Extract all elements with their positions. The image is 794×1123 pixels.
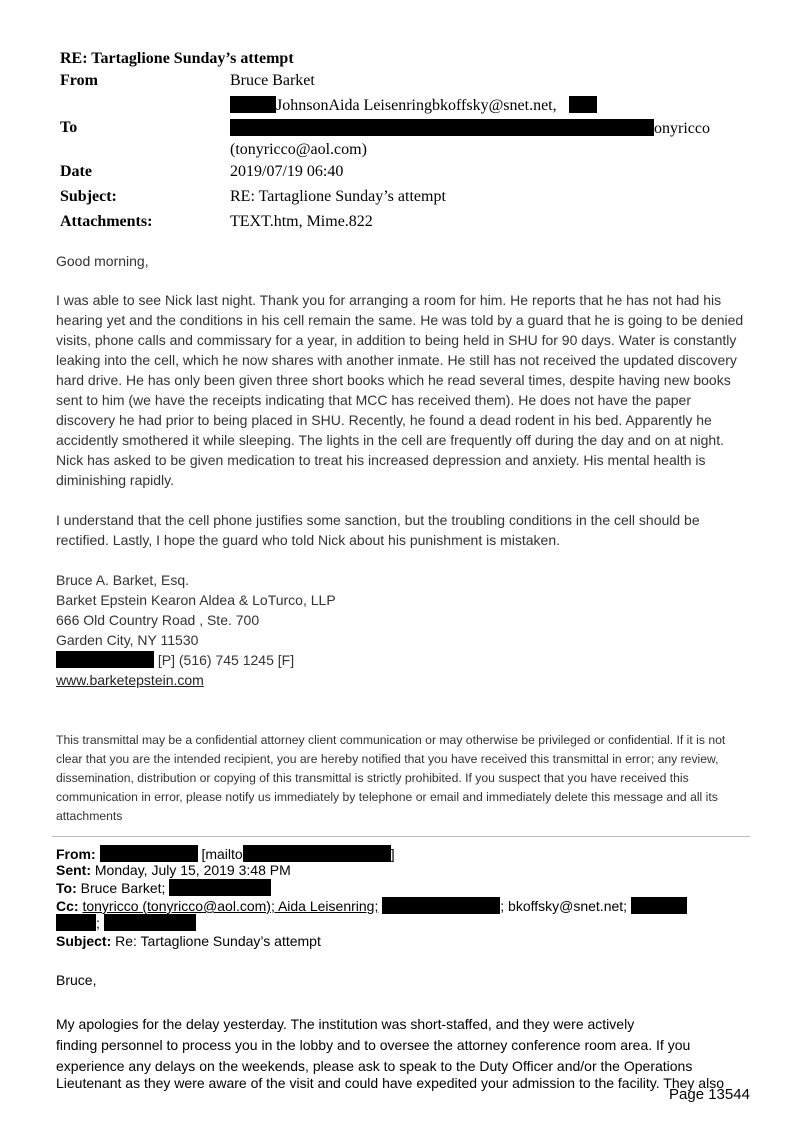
to-recipients-suffix: onyricco bbox=[654, 120, 710, 137]
forwarded-cc-cont: ; bbox=[96, 915, 100, 931]
to-recipients-line-3: (tonyricco@aol.com) bbox=[230, 141, 367, 158]
redaction-box bbox=[104, 914, 196, 931]
forwarded-subject-label: Subject: bbox=[56, 933, 112, 949]
forwarded-to-label: To: bbox=[56, 880, 77, 896]
signature-name: Bruce A. Barket, Esq. bbox=[56, 572, 190, 588]
signature-phone-text: [P] (516) 745 1245 [F] bbox=[157, 652, 295, 668]
message-paragraph-1: I was able to see Nick last night. Thank you for arranging a room for him. He reports that he has not had his hearing yet and the conditions in his cell remain the same. He was told by a guard that he is going to be denied visits, phone calls and commissary for a year, in addition to being held in SHU for 90 days. Water is constantly leaking into the cell, which he now shares with another inmate. He still has not received the updated discovery hard drive. He has only been given three short books which he read several times, despite having new books sent to him (we have the receipts indicating that MCC has received them). He does not have the paper discovery he had prior to being placed in SHU. Recently, he found a dead rodent in his bed. Apparently he accidently smothered it while sleeping. The lights in the cell are frequently off during the day and on at night. Nick has asked to be given medication to treat his increased depression and anxiety. His mental health is diminishing rapidly. bbox=[56, 292, 744, 488]
subject-value: RE: Tartaglione Sunday’s attempt bbox=[230, 188, 446, 205]
redaction-box bbox=[169, 879, 271, 896]
reply-line-1: My apologies for the delay yesterday. The institution was short-staffed, and they were actively bbox=[56, 1016, 635, 1032]
redaction-box bbox=[569, 96, 597, 113]
redaction-box bbox=[382, 897, 500, 914]
email-title: RE: Tartaglione Sunday’s attempt bbox=[60, 50, 294, 67]
from-label: From bbox=[60, 72, 98, 89]
to-recipients-line-1 bbox=[230, 96, 597, 115]
signature-phone bbox=[56, 650, 336, 670]
from-value: Bruce Barket bbox=[230, 72, 315, 89]
forwarded-from-label: From: bbox=[56, 846, 96, 862]
forwarded-to-row bbox=[56, 879, 271, 897]
to-recipients-text: JohnsonAida Leisenringbkoffsky@snet.net, bbox=[276, 97, 557, 114]
redaction-box bbox=[56, 651, 154, 668]
message-paragraph-2: I understand that the cell phone justifies some sanction, but the troubling conditions in the cell should be rectified. Lastly, I hope the guard who told Nick about his punishment is mistaken. bbox=[56, 512, 700, 548]
redaction-box bbox=[631, 897, 687, 914]
confidentiality-disclaimer: This transmittal may be a confidential attorney client communication or may otherwise be privileged or confidential. If it is not clear that you are the intended recipient, you are hereby notified that you have received this transmittal in error; any review, dissemination, distribution or copying of this transmittal is strictly prohibited. If you suspect that you have received this communication in error, please notify us immediately by telephone or email and immediately delete this message and all its attachments bbox=[56, 733, 726, 823]
forwarded-from-row bbox=[56, 845, 395, 863]
forwarded-cc-part-1[interactable]: tonyricco (tonyricco@aol.com); Aida Leisenring; bbox=[82, 898, 379, 914]
date-value: 2019/07/19 06:40 bbox=[230, 163, 344, 180]
website-link[interactable]: www.barketepstein.com bbox=[56, 672, 204, 688]
forwarded-to-value: Bruce Barket; bbox=[80, 880, 166, 896]
redaction-box bbox=[230, 96, 276, 113]
forwarded-cc-continuation bbox=[56, 914, 196, 932]
reply-line-2: finding personnel to process you in the lobby and to oversee the attorney conference room area. If you bbox=[56, 1037, 691, 1053]
forwarded-subject-value: Re: Tartaglione Sunday’s attempt bbox=[115, 933, 321, 949]
message-divider bbox=[52, 836, 750, 837]
forwarded-mailto-suffix: ] bbox=[390, 846, 395, 862]
page-number: Page 13544 bbox=[669, 1086, 750, 1103]
attachments-label: Attachments: bbox=[60, 213, 153, 230]
forwarded-sent-label: Sent: bbox=[56, 862, 91, 878]
date-label: Date bbox=[60, 163, 92, 180]
redaction-box bbox=[56, 914, 96, 931]
forwarded-subject-row bbox=[56, 933, 321, 950]
subject-label: Subject: bbox=[60, 188, 117, 205]
reply-line-clipped bbox=[56, 1075, 756, 1092]
forwarded-sent-row bbox=[56, 862, 291, 879]
forwarded-cc-row bbox=[56, 897, 687, 915]
to-recipients-line-2 bbox=[230, 119, 710, 138]
reply-body bbox=[56, 1014, 756, 1077]
redaction-box bbox=[230, 119, 654, 136]
signature-block bbox=[56, 570, 336, 690]
forwarded-mailto-prefix: [mailto bbox=[201, 846, 243, 862]
to-label: To bbox=[60, 119, 78, 136]
reply-line-3: experience any delays on the weekends, please ask to speak to the Duty Officer and/or the Operations bbox=[56, 1058, 693, 1074]
forwarded-cc-label: Cc: bbox=[56, 898, 79, 914]
reply-greeting: Bruce, bbox=[56, 972, 97, 988]
message-greeting: Good morning, bbox=[56, 253, 149, 269]
redaction-box bbox=[100, 845, 198, 862]
redaction-box bbox=[243, 845, 391, 862]
signature-firm: Barket Epstein Kearon Aldea & LoTurco, LLP bbox=[56, 592, 336, 608]
signature-address-2: Garden City, NY 11530 bbox=[56, 632, 199, 648]
forwarded-cc-part-2: ; bkoffsky@snet.net; bbox=[500, 898, 628, 914]
forwarded-sent-value: Monday, July 15, 2019 3:48 PM bbox=[94, 862, 291, 878]
signature-address-1: 666 Old Country Road , Ste. 700 bbox=[56, 612, 260, 628]
attachments-value[interactable]: TEXT.htm, Mime.822 bbox=[230, 213, 373, 230]
reply-line-4: Lieutenant as they were aware of the visit and could have expedited your admission to the facility. They also bbox=[56, 1075, 724, 1091]
